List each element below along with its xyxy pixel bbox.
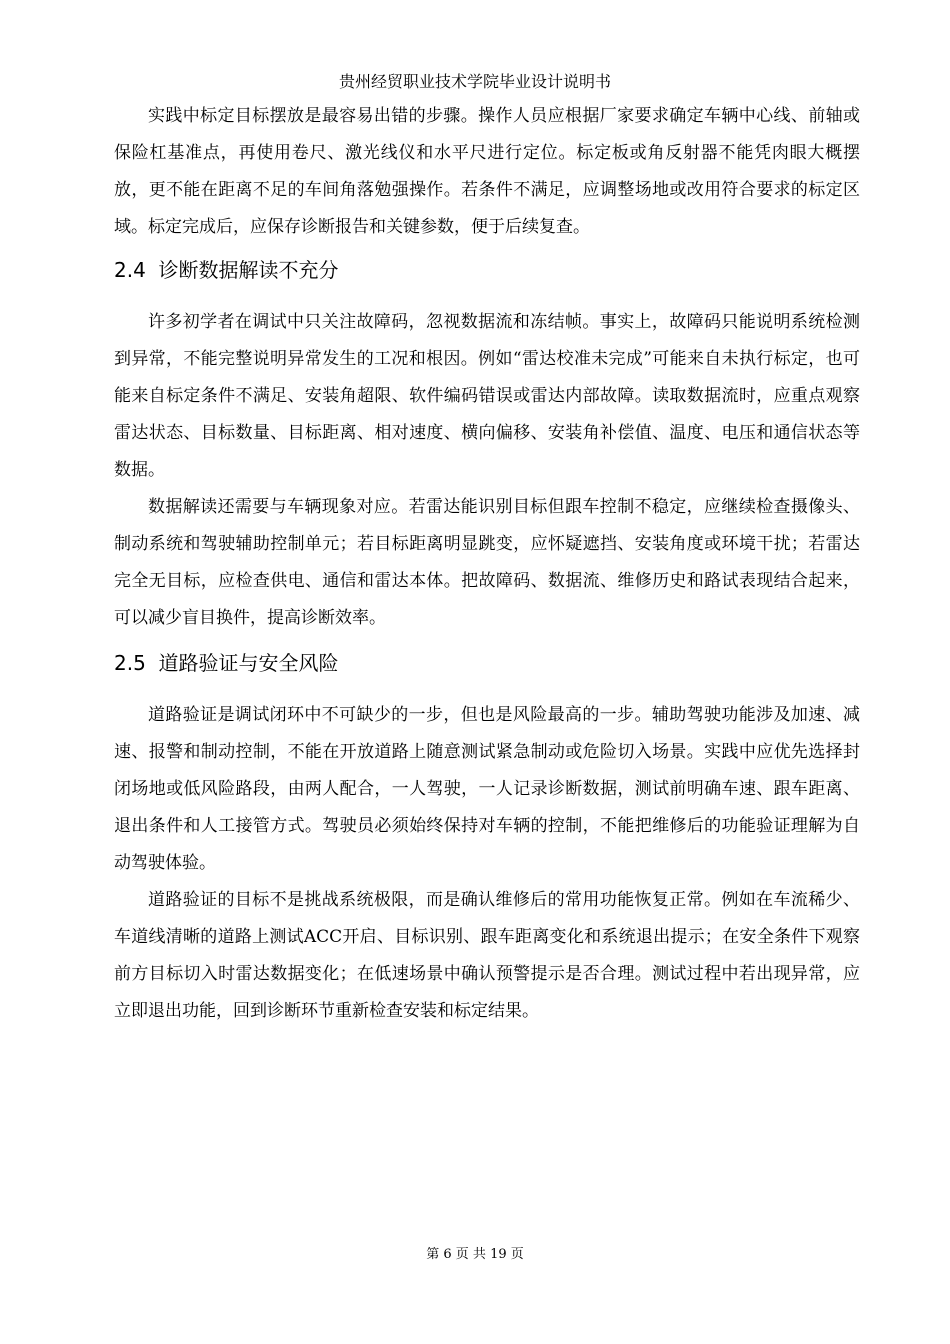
footer-prefix: 第 <box>426 1247 440 1262</box>
footer-middle: 页 共 <box>455 1247 486 1262</box>
footer-page-number: 6 <box>443 1247 452 1262</box>
paragraph-road-verification: 道路验证是调试闭环中不可缺少的一步，但也是风险最高的一步。辅助驾驶功能涉及加速、减速、报警和制动控制，不能在开放道路上随意测试紧急制动或危险切入场景。实践中应优先选择封闭场地或低风险路段，由两人配合，一人驾驶，一人记录诊断数据，测试前明确车速、跟车距离、退出条件和人工接管方式。驾驶员必须始终保持对车辆的控制，不能把维修后的功能验证理解为自动驾驶体验。 <box>114 705 860 873</box>
section-title: 道路验证与安全风险 <box>158 651 339 675</box>
section-heading-2-4 <box>114 256 860 284</box>
paragraph-data-interpretation: 数据解读还需要与车辆现象对应。若雷达能识别目标但跟车控制不稳定，应继续检查摄像头、制动系统和驾驶辅助控制单元；若目标距离明显跳变，应怀疑遮挡、安装角度或环境干扰；若雷达完全无目标，应检查供电、通信和雷达本体。把故障码、数据流、维修历史和路试表现结合起来，可以减少盲目换件，提高诊断效率。 <box>114 497 860 628</box>
paragraph-verification-goal: 道路验证的目标不是挑战系统极限，而是确认维修后的常用功能恢复正常。例如在车流稀少、车道线清晰的道路上测试ACC开启、目标识别、跟车距离变化和系统退出提示；在安全条件下观察前方目标切入时雷达数据变化；在低速场景中确认预警提示是否合理。测试过程中若出现异常，应立即退出功能，回到诊断环节重新检查安装和标定结果。 <box>114 890 860 1021</box>
page-content <box>114 98 860 1030</box>
page-footer <box>0 1245 950 1265</box>
page-header <box>0 70 950 94</box>
paragraph-fault-codes: 许多初学者在调试中只关注故障码，忽视数据流和冻结帧。事实上，故障码只能说明系统检测到异常，不能完整说明异常发生的工况和根因。例如“雷达校准未完成”可能来自未执行标定，也可能来自标定条件不满足、安装角超限、软件编码错误或雷达内部故障。读取数据流时，应重点观察雷达状态、目标数量、目标距离、相对速度、横向偏移、安装角补偿值、温度、电压和通信状态等数据。 <box>114 312 860 480</box>
paragraph-calibration-placement: 实践中标定目标摆放是最容易出错的步骤。操作人员应根据厂家要求确定车辆中心线、前轴或保险杠基准点，再使用卷尺、激光线仪和水平尺进行定位。标定板或角反射器不能凭肉眼大概摆放，更不能在距离不足的车间角落勉强操作。若条件不满足，应调整场地或改用符合要求的标定区域。标定完成后，应保存诊断报告和关键参数，便于后续复查。 <box>114 106 860 237</box>
footer-suffix: 页 <box>510 1247 524 1262</box>
header-title: 贵州经贸职业技术学院毕业设计说明书 <box>338 72 611 91</box>
section-number: 2.5 <box>114 651 146 675</box>
section-heading-2-5 <box>114 649 860 677</box>
section-title: 诊断数据解读不充分 <box>158 258 339 282</box>
footer-total-pages: 19 <box>490 1247 507 1262</box>
section-number: 2.4 <box>114 258 146 282</box>
